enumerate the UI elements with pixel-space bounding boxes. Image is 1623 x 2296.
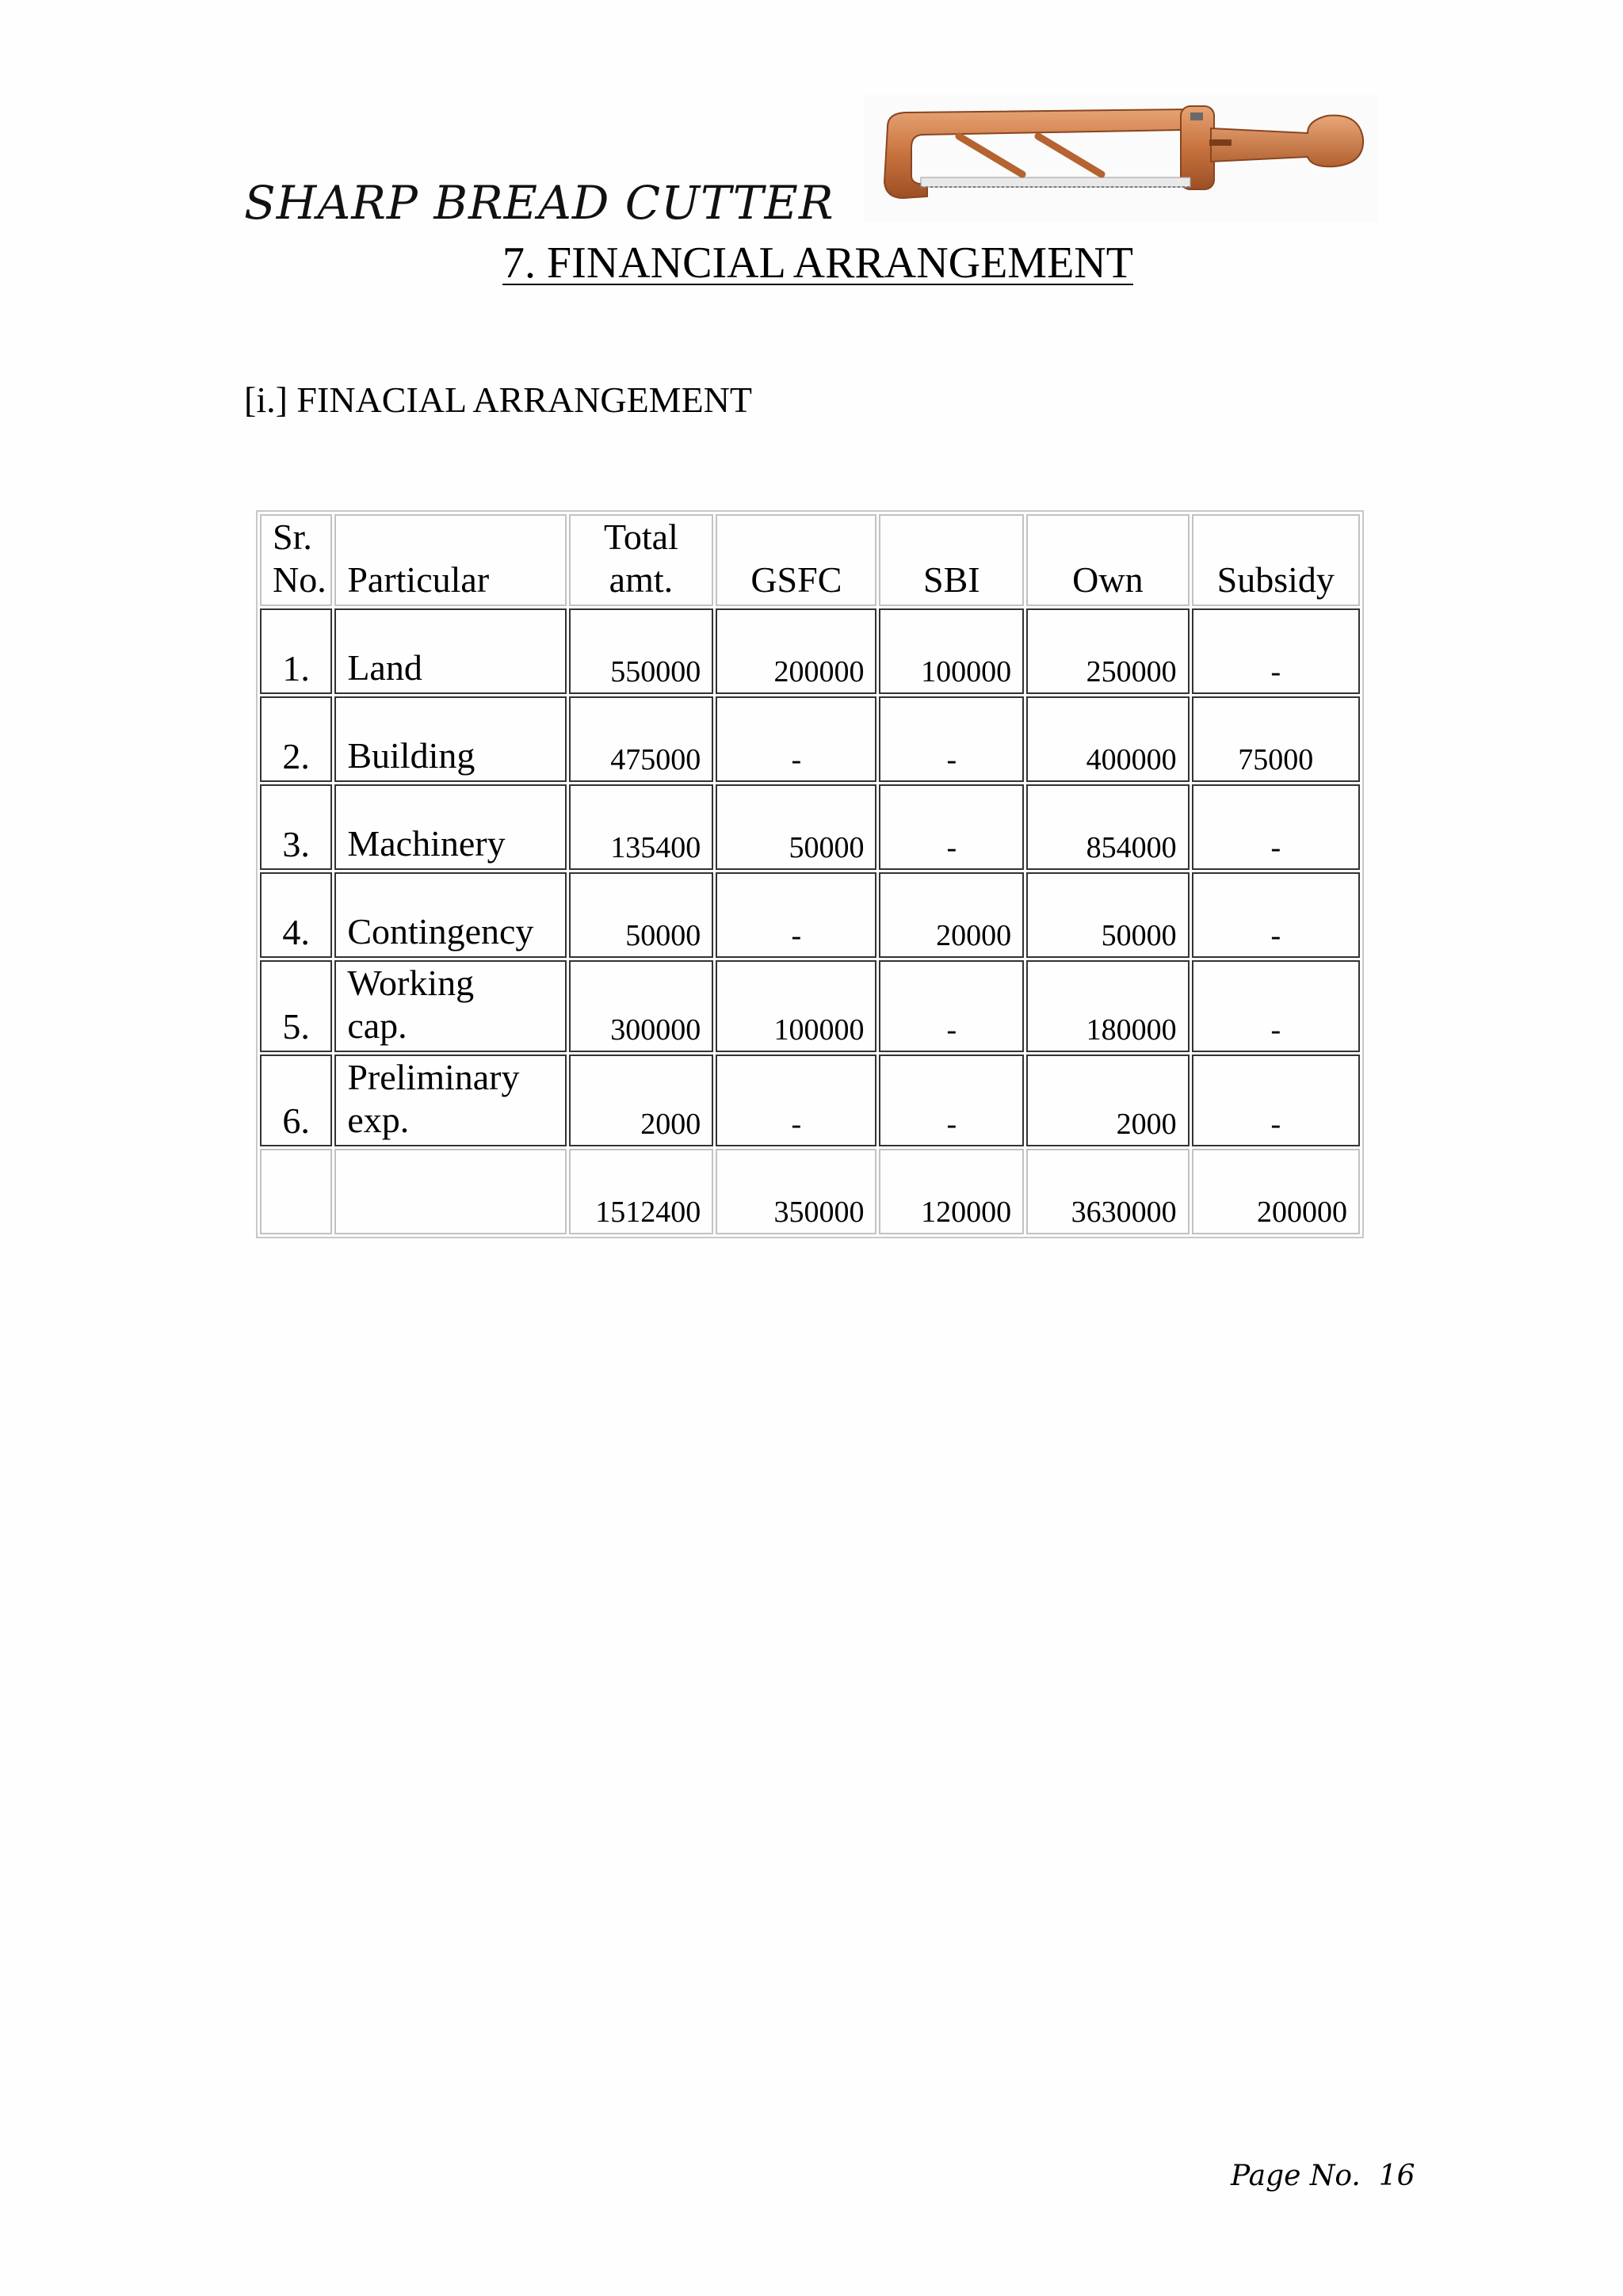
cell-particular bbox=[334, 696, 566, 782]
cell-particular bbox=[334, 608, 566, 694]
cell-gsfc: 50000 bbox=[716, 784, 876, 870]
cell-total: 135400 bbox=[569, 784, 714, 870]
cell-gsfc: - bbox=[716, 872, 876, 958]
cell-particular-line2: exp. bbox=[347, 1100, 410, 1140]
cell-particular bbox=[334, 960, 566, 1052]
cell-sbi: - bbox=[879, 696, 1024, 782]
total-cell-subsidy: 200000 bbox=[1192, 1149, 1360, 1234]
chapter-title-text: 7. FINANCIAL ARRANGEMENT bbox=[502, 238, 1133, 288]
cell-subsidy: - bbox=[1192, 608, 1360, 694]
table-total-row bbox=[260, 1149, 1360, 1234]
page-number-label: Page No. bbox=[1231, 2160, 1361, 2192]
header-total-line2: amt. bbox=[609, 559, 674, 600]
cell-gsfc: 100000 bbox=[716, 960, 876, 1052]
cell-particular bbox=[334, 872, 566, 958]
cell-particular-line2: Building bbox=[347, 735, 475, 776]
table-header-row bbox=[260, 514, 1360, 606]
total-cell-own: 3630000 bbox=[1026, 1149, 1190, 1234]
table-row bbox=[260, 960, 1360, 1052]
bread-saw-image bbox=[864, 95, 1379, 222]
chapter-title bbox=[0, 238, 1623, 288]
header-particular: Particular bbox=[334, 514, 566, 606]
cell-sr: 6. bbox=[260, 1055, 332, 1146]
header-subsidy: Subsidy bbox=[1192, 514, 1360, 606]
cell-own: 50000 bbox=[1026, 872, 1190, 958]
running-header-title: SHARP BREAD CUTTER bbox=[244, 176, 834, 230]
cell-gsfc: - bbox=[716, 696, 876, 782]
cell-subsidy: - bbox=[1192, 960, 1360, 1052]
cell-particular-line2: cap. bbox=[347, 1005, 407, 1046]
table-row bbox=[260, 608, 1360, 694]
cell-own: 854000 bbox=[1026, 784, 1190, 870]
cell-subsidy: 75000 bbox=[1192, 696, 1360, 782]
table-row bbox=[260, 1055, 1360, 1146]
header-sr-no bbox=[260, 514, 332, 606]
table-row bbox=[260, 696, 1360, 782]
header-sr-line2: No. bbox=[273, 559, 327, 600]
cell-own: 250000 bbox=[1026, 608, 1190, 694]
cell-subsidy: - bbox=[1192, 1055, 1360, 1146]
cell-sbi: - bbox=[879, 960, 1024, 1052]
cell-subsidy: - bbox=[1192, 872, 1360, 958]
table-row bbox=[260, 872, 1360, 958]
cell-gsfc: - bbox=[716, 1055, 876, 1146]
page-number-value: 16 bbox=[1378, 2160, 1415, 2192]
cell-particular-line2: Land bbox=[347, 647, 422, 688]
header-own: Own bbox=[1026, 514, 1190, 606]
cell-particular bbox=[334, 784, 566, 870]
cell-gsfc: 200000 bbox=[716, 608, 876, 694]
cell-sr: 5. bbox=[260, 960, 332, 1052]
header-gsfc: GSFC bbox=[716, 514, 876, 606]
cell-particular-line1: Preliminary bbox=[347, 1057, 520, 1097]
cell-sr: 3. bbox=[260, 784, 332, 870]
cell-own: 400000 bbox=[1026, 696, 1190, 782]
cell-total: 475000 bbox=[569, 696, 714, 782]
page-number bbox=[1231, 2160, 1415, 2192]
cell-sr: 1. bbox=[260, 608, 332, 694]
cell-own: 180000 bbox=[1026, 960, 1190, 1052]
cell-particular-line2: Machinery bbox=[347, 823, 506, 864]
total-cell-gsfc: 350000 bbox=[716, 1149, 876, 1234]
header-sbi: SBI bbox=[879, 514, 1024, 606]
cell-total: 300000 bbox=[569, 960, 714, 1052]
header-total-amt bbox=[569, 514, 714, 606]
header-total-line1: Total bbox=[603, 517, 678, 557]
cell-sr: 4. bbox=[260, 872, 332, 958]
cell-own: 2000 bbox=[1026, 1055, 1190, 1146]
cell-subsidy: - bbox=[1192, 784, 1360, 870]
financial-arrangement-table bbox=[256, 510, 1364, 1238]
section-title: [i.] FINACIAL ARRANGEMENT bbox=[244, 379, 752, 420]
cell-total: 50000 bbox=[569, 872, 714, 958]
header-sr-line1: Sr. bbox=[273, 517, 312, 557]
cell-sbi: - bbox=[879, 784, 1024, 870]
total-cell-total: 1512400 bbox=[569, 1149, 714, 1234]
cell-total: 2000 bbox=[569, 1055, 714, 1146]
cell-sbi: - bbox=[879, 1055, 1024, 1146]
table-row bbox=[260, 784, 1360, 870]
cell-particular-line1: Working bbox=[347, 963, 475, 1003]
cell-sbi: 20000 bbox=[879, 872, 1024, 958]
cell-sr: 2. bbox=[260, 696, 332, 782]
cell-sbi: 100000 bbox=[879, 608, 1024, 694]
cell-total: 550000 bbox=[569, 608, 714, 694]
total-cell-empty-particular bbox=[334, 1149, 566, 1234]
total-cell-empty-sr bbox=[260, 1149, 332, 1234]
cell-particular bbox=[334, 1055, 566, 1146]
total-cell-sbi: 120000 bbox=[879, 1149, 1024, 1234]
cell-particular-line2: Contingency bbox=[347, 911, 534, 952]
